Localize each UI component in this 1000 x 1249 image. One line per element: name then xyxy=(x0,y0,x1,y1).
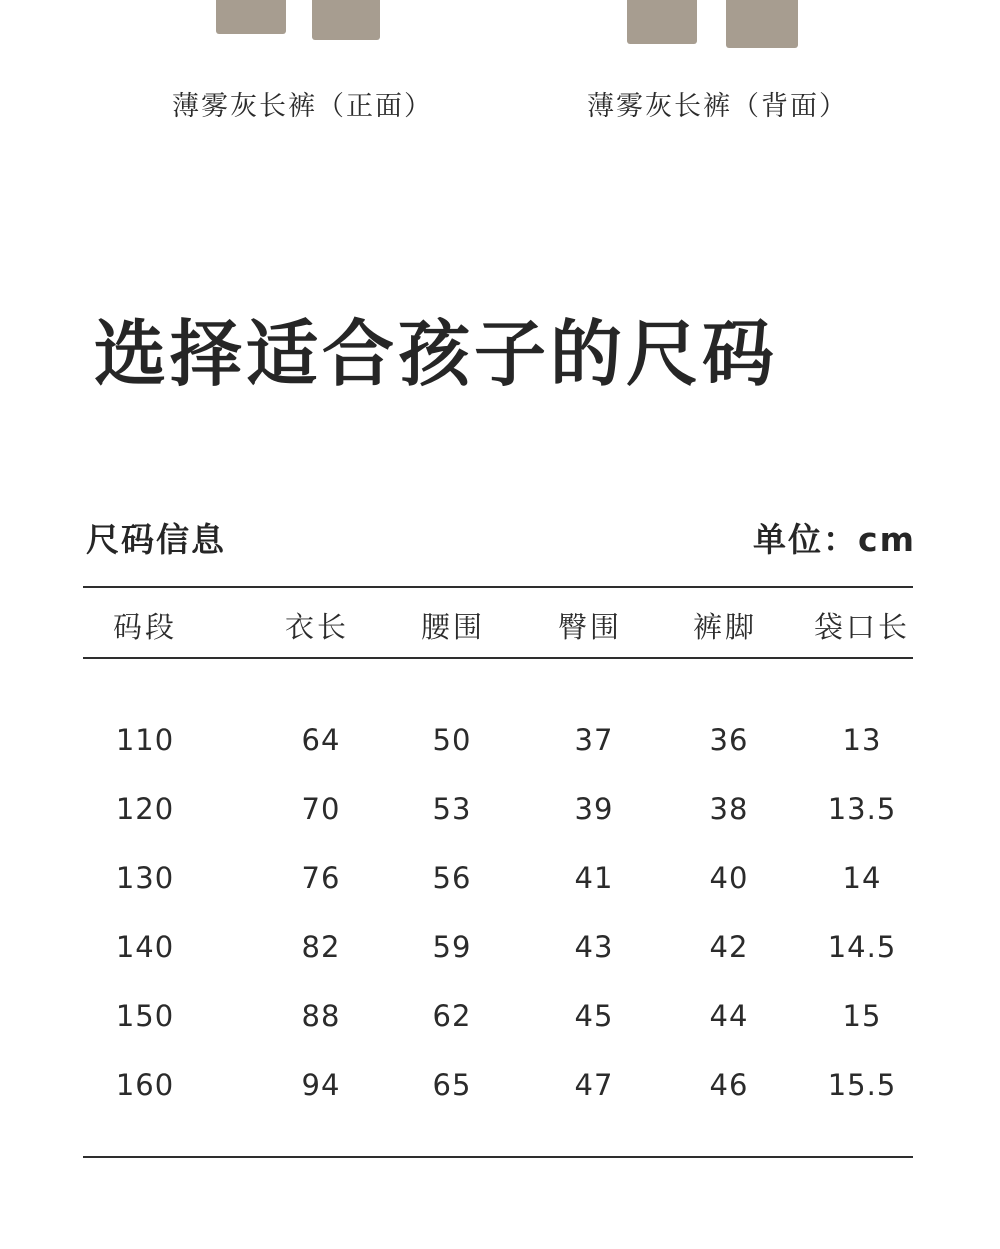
cell-leg-opening: 40 xyxy=(709,861,749,895)
table-row xyxy=(0,930,1000,970)
cell-waist: 65 xyxy=(432,1068,472,1102)
cell-hip: 47 xyxy=(574,1068,614,1102)
cell-length: 70 xyxy=(301,792,341,826)
back-caption: 薄雾灰长裤（背面） xyxy=(587,91,848,122)
table-bottom-rule xyxy=(83,1156,913,1158)
cell-pocket-length: 13 xyxy=(842,723,882,757)
table-row xyxy=(0,999,1000,1039)
cell-leg-opening: 46 xyxy=(709,1068,749,1102)
cell-hip: 43 xyxy=(574,930,614,964)
pants-back-image xyxy=(622,0,807,52)
cell-size: 150 xyxy=(115,999,175,1033)
cell-pocket-length: 13.5 xyxy=(827,792,897,826)
cell-pocket-length: 14 xyxy=(842,861,882,895)
front-caption: 薄雾灰长裤（正面） xyxy=(172,91,433,122)
cell-length: 82 xyxy=(301,930,341,964)
cell-size: 130 xyxy=(115,861,175,895)
cell-leg-opening: 36 xyxy=(709,723,749,757)
cell-pocket-length: 15 xyxy=(842,999,882,1033)
cell-waist: 53 xyxy=(432,792,472,826)
table-row xyxy=(0,723,1000,763)
table-header-rule xyxy=(83,657,913,659)
header-size-range: 码段 xyxy=(112,610,177,644)
cell-pocket-length: 14.5 xyxy=(827,930,897,964)
cell-length: 76 xyxy=(301,861,341,895)
pants-front-left-leg xyxy=(216,0,286,34)
cell-size: 110 xyxy=(115,723,175,757)
cell-waist: 59 xyxy=(432,930,472,964)
cell-waist: 62 xyxy=(432,999,472,1033)
table-row xyxy=(0,861,1000,901)
cell-length: 64 xyxy=(301,723,341,757)
cell-leg-opening: 44 xyxy=(709,999,749,1033)
table-row xyxy=(0,1068,1000,1108)
cell-hip: 45 xyxy=(574,999,614,1033)
header-hip: 臀围 xyxy=(557,610,622,644)
header-waist: 腰围 xyxy=(420,610,485,644)
table-row xyxy=(0,792,1000,832)
pants-back-left-leg xyxy=(627,0,697,44)
pants-front-right-leg xyxy=(312,0,380,40)
cell-leg-opening: 38 xyxy=(709,792,749,826)
cell-size: 160 xyxy=(115,1068,175,1102)
table-header-row xyxy=(0,605,1000,645)
cell-size: 140 xyxy=(115,930,175,964)
cell-waist: 56 xyxy=(432,861,472,895)
cell-hip: 37 xyxy=(574,723,614,757)
page-title: 选择适合孩子的尺码 xyxy=(94,312,779,396)
cell-size: 120 xyxy=(115,792,175,826)
cell-length: 94 xyxy=(301,1068,341,1102)
header-leg-opening: 裤脚 xyxy=(692,610,757,644)
cell-waist: 50 xyxy=(432,723,472,757)
unit-label: 单位：cm xyxy=(753,520,916,559)
size-info-label: 尺码信息 xyxy=(86,520,226,559)
pants-back-right-leg xyxy=(726,0,798,48)
header-pocket-length: 袋口长 xyxy=(813,610,910,644)
cell-leg-opening: 42 xyxy=(709,930,749,964)
cell-hip: 39 xyxy=(574,792,614,826)
cell-length: 88 xyxy=(301,999,341,1033)
cell-pocket-length: 15.5 xyxy=(827,1068,897,1102)
header-length: 衣长 xyxy=(284,610,349,644)
pants-front-image xyxy=(210,0,390,45)
table-top-rule xyxy=(83,586,913,588)
cell-hip: 41 xyxy=(574,861,614,895)
